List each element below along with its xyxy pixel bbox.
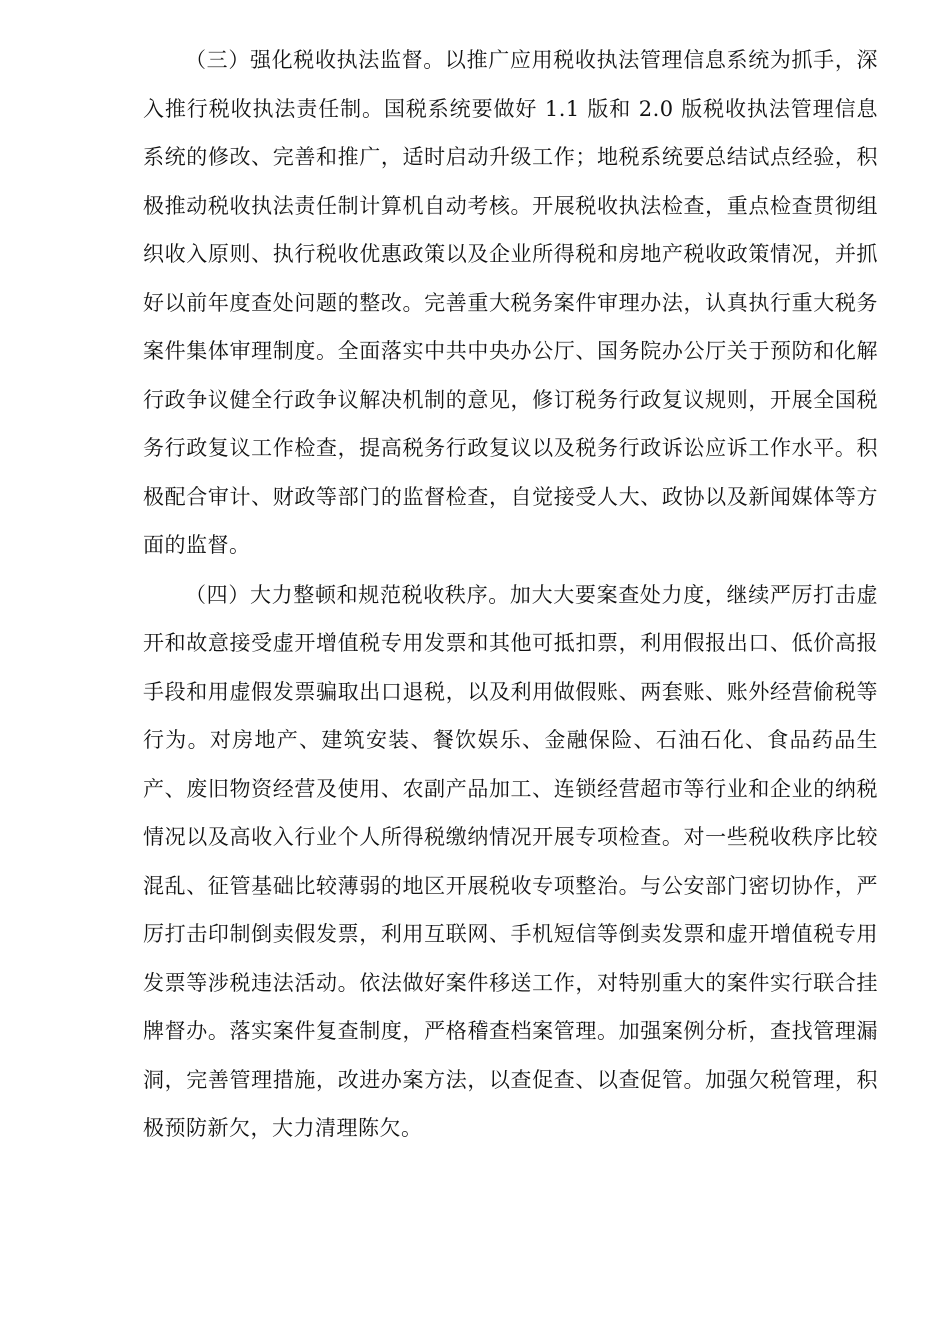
document-body [143,36,878,1153]
paragraph-tax-enforcement-supervision: （三）强化税收执法监督。以推广应用税收执法管理信息系统为抓手，深入推行税收执法责任制。国税系统要做好 1.1 版和 2.0 版税收执法管理信息系统的修改、完善和推广，适时启动升级工作；地税系统要总结试点经验，积极推动税收执法责任制计算机自动考核。开展税收执法检查，重点检查贯彻组织收入原则、执行税收优惠政策以及企业所得税和房地产税收政策情况，并抓好以前年度查处问题的整改。完善重大税务案件审理办法，认真执行重大税务案件集体审理制度。全面落实中共中央办公厅、国务院办公厅关于预防和化解行政争议健全行政争议解决机制的意见，修订税务行政复议规则，开展全国税务行政复议工作检查，提高税务行政复议以及税务行政诉讼应诉工作水平。积极配合审计、财政等部门的监督检查，自觉接受人大、政协以及新闻媒体等方面的监督。 [143,48,878,557]
paragraph-tax-order-rectification: （四）大力整顿和规范税收秩序。加大大要案查处力度，继续严厉打击虚开和故意接受虚开增值税专用发票和其他可抵扣票，利用假报出口、低价高报手段和用虚假发票骗取出口退税，以及利用做假账、两套账、账外经营偷税等行为。对房地产、建筑安装、餐饮娱乐、金融保险、石油石化、食品药品生产、废旧物资经营及使用、农副产品加工、连锁经营超市等行业和企业的纳税情况以及高收入行业个人所得税缴纳情况开展专项检查。对一些税收秩序比较混乱、征管基础比较薄弱的地区开展税收专项整治。与公安部门密切协作，严厉打击印制倒卖假发票，利用互联网、手机短信等倒卖发票和虚开增值税专用发票等涉税违法活动。依法做好案件移送工作，对特别重大的案件实行联合挂牌督办。落实案件复查制度，严格稽查档案管理。加强案例分析，查找管理漏洞，完善管理措施，改进办案方法，以查促查、以查促管。加强欠税管理，积极预防新欠，大力清理陈欠。 [143,582,878,1140]
